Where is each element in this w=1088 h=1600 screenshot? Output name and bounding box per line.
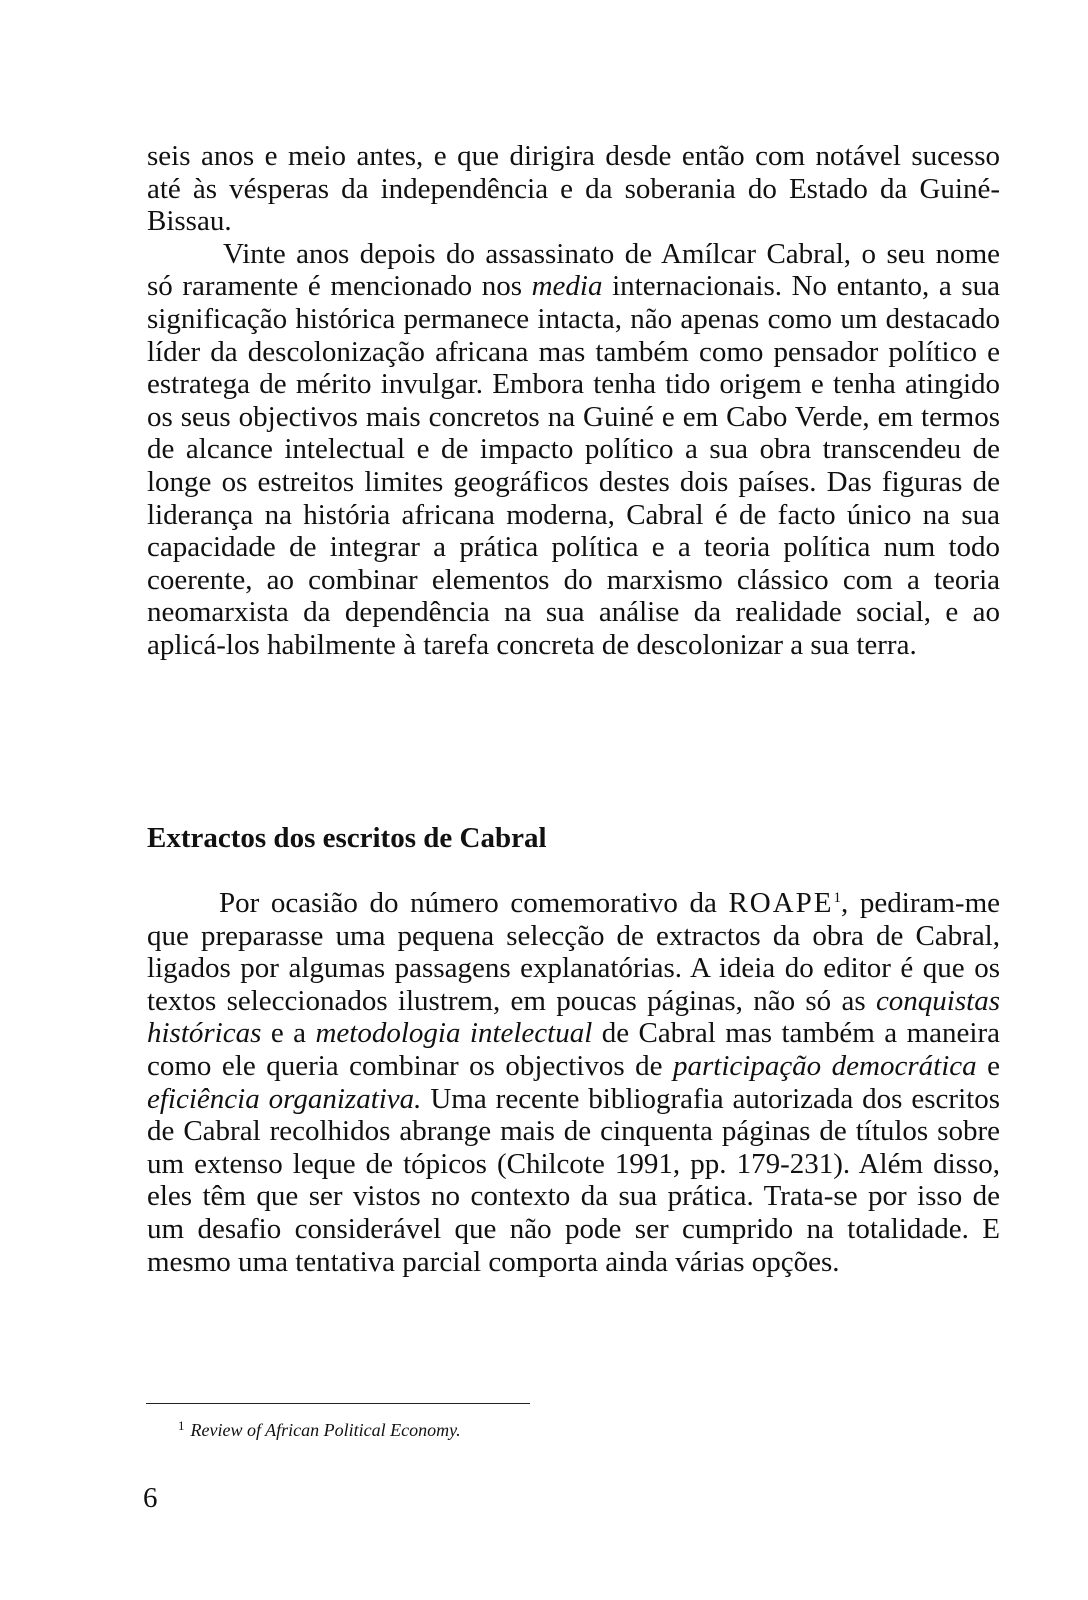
paragraph-text: internacionais. No entanto, a sua significação histórica permanece intacta, não apenas como um destacado líder da descolonização africana mas também como pensador político e estratega de mérito invulgar. Embora tenha tido origem e tenha atingido os seus objectivos mais concretos na Guiné e em Cabo Verde, em termos de alcance intelectual e de impacto político a sua obra transcendeu de longe os estreitos limites geográficos destes dois países. Das figuras de liderança na história africana moderna, Cabral é de facto único na sua capacidade de integrar a prática política e a teoria política num todo coerente, ao combinar elementos do marxismo clássico com a teoria neomarxista da dependência na sua análise da realidade social, e ao aplicá-los habilmente à tarefa concreta de descolonizar a sua terra. <box>147 270 1000 661</box>
emphasis-media: media <box>531 270 603 303</box>
emphasis-participacao: participação democrática <box>672 1049 977 1082</box>
footnote-number: 1 <box>178 1418 185 1433</box>
paragraph-text: Uma recente bibliografia autorizada dos escritos de Cabral recolhidos abrange mais de cinquenta páginas de títulos sobre um extenso leque de tópicos (Chilcote 1991, pp. 179-231). Além disso, eles têm que ser vistos no contexto da sua prática. Trata-se por isso de um desafio considerável que não pode ser cumprido na totalidade. E mesmo uma tentativa parcial comporta ainda várias opções. <box>147 1082 1000 1278</box>
section-heading: Extractos dos escritos de Cabral <box>147 822 547 854</box>
paragraph-cabral-significance <box>147 238 1000 662</box>
paragraph-extracts <box>147 887 1000 1278</box>
paragraph-text: seis anos e meio antes, e que dirigira desde então com notável sucesso até às vésperas da independência e da soberania do Estado da Guiné-Bissau. <box>147 140 1000 238</box>
roape-acronym: ROAPE <box>728 887 834 919</box>
footnote-divider <box>146 1403 530 1404</box>
emphasis-eficiencia: eficiência organizativa. <box>147 1082 422 1115</box>
paragraph-text: Por ocasião do número comemorativo da <box>219 887 729 919</box>
footnote-text: Review of African Political Economy. <box>190 1420 461 1440</box>
paragraph-text: de Cabral mas também a maneira como ele queria combinar os objectivos de <box>147 1017 1000 1082</box>
emphasis-metodologia: metodologia intelectual <box>315 1017 593 1050</box>
footnote-reference: 1 <box>833 890 842 906</box>
page-number: 6 <box>143 1482 158 1514</box>
paragraph-text: Vinte anos depois do assassinato de Amílcar Cabral, o seu nome só raramente é mencionado nos <box>147 237 1000 303</box>
paragraph-text: e a <box>261 1017 316 1050</box>
footnote <box>178 1420 461 1441</box>
paragraph-text: , pediram-me que preparasse uma pequena selecção de extractos da obra de Cabral, ligados por algumas passagens explanatórias. A ideia do editor é que os textos seleccionados ilustrem, em poucas páginas, não só as <box>147 887 1001 1017</box>
paragraph-text: e <box>976 1049 1001 1082</box>
body-text-section-1 <box>147 140 1000 662</box>
emphasis-conquistas: conquistas históricas <box>147 984 1000 1050</box>
body-text-section-2 <box>147 887 1000 1278</box>
paragraph-continuation <box>147 140 1000 238</box>
